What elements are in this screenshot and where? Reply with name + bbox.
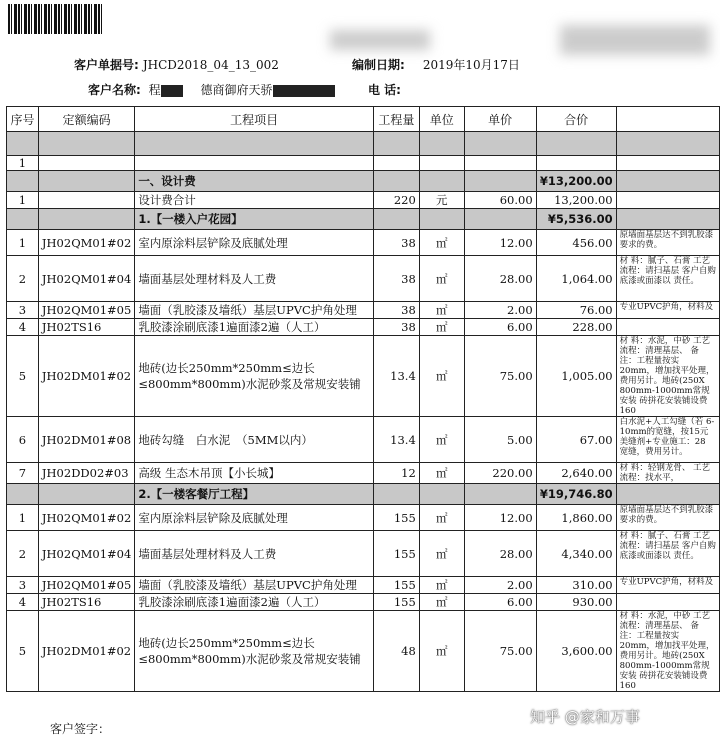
quota-code: JH02DM01#02 <box>38 336 134 417</box>
table-row <box>7 256 720 302</box>
section-row <box>7 171 720 192</box>
phone: 电 话: <box>368 83 401 97</box>
quantity: 13.4 <box>374 417 420 463</box>
item-name: 墙面基层处理材料及人工费 <box>135 256 374 302</box>
quota-code: JH02TS16 <box>38 319 134 336</box>
order-number: 客户单据号: JHCD2018_04_13_002 <box>74 58 279 72</box>
item-note: 材 料：水泥，中砂 工艺流程：清理基层、 备 注：工程量按实 20mm，增加找平处理， 费用另计。地砖(250X 800mm-1000mm常规安装 砖拼花安装铺设费160 <box>616 336 719 417</box>
cell <box>7 209 39 230</box>
col-header: 定额编码 <box>38 107 134 132</box>
quantity: 155 <box>374 594 420 611</box>
quota-code: JH02QM01#05 <box>38 577 134 594</box>
quota-code: JH02DD02#03 <box>38 463 134 484</box>
unit: ㎡ <box>419 505 464 531</box>
customer-name: 客户名称: 程 德商御府天骄 <box>88 81 335 98</box>
item-name: 地砖(边长250mm*250mm≤边长≤800mm*800mm)水泥砂浆及常规安装铺 <box>135 336 374 417</box>
item-note: 原墙面基层达不到乳胶漆要求的费。 <box>616 230 719 256</box>
unit: ㎡ <box>419 230 464 256</box>
cell <box>464 171 536 192</box>
line-total: 4,340.00 <box>536 531 616 577</box>
section-total: ¥5,536.00 <box>536 209 616 230</box>
item-note: 白水泥+人工勾缝（若 6-10mm的宽缝，按15元 美缝剂+专业施工：28 宽缝，费用另计。 <box>616 417 719 463</box>
item-note: 专业UPVC护角，材料及 <box>616 302 719 319</box>
item-name: 室内原涂料层铲除及底腻处理 <box>135 230 374 256</box>
cell <box>464 209 536 230</box>
quantity: 38 <box>374 319 420 336</box>
unit: ㎡ <box>419 256 464 302</box>
unit: ㎡ <box>419 611 464 692</box>
table-row <box>7 611 720 692</box>
quota-code: JH02QM01#04 <box>38 256 134 302</box>
item-name: 墙面（乳胶漆及墙纸）基层UPVC护角处理 <box>135 302 374 319</box>
item-name: 墙面基层处理材料及人工费 <box>135 531 374 577</box>
barcode <box>8 4 104 34</box>
table-row <box>7 319 720 336</box>
section-title: 2.【一楼客餐厅工程】 <box>135 484 374 505</box>
cell <box>419 171 464 192</box>
quantity: 155 <box>374 531 420 577</box>
cell <box>38 209 134 230</box>
row-number: 3 <box>7 577 39 594</box>
unit: ㎡ <box>419 577 464 594</box>
unit-price: 60.00 <box>464 192 536 209</box>
quantity: 155 <box>374 577 420 594</box>
row-number: 7 <box>7 463 39 484</box>
cell <box>419 209 464 230</box>
unit-price: 12.00 <box>464 505 536 531</box>
unit-price: 6.00 <box>464 594 536 611</box>
item-name: 地砖(边长250mm*250mm≤边长≤800mm*800mm)水泥砂浆及常规安装铺 <box>135 611 374 692</box>
unit-price <box>464 156 536 171</box>
col-header: 工程量 <box>374 107 420 132</box>
item-name: 设计费合计 <box>135 192 374 209</box>
unit-price: 5.00 <box>464 417 536 463</box>
item-name: 乳胶漆涂刷底漆1遍面漆2遍（人工） <box>135 594 374 611</box>
quantity: 12 <box>374 463 420 484</box>
quantity: 220 <box>374 192 420 209</box>
item-name <box>135 156 374 171</box>
redaction-blur <box>560 25 710 55</box>
quota-code: JH02TS16 <box>38 594 134 611</box>
item-name: 室内原涂料层铲除及底腻处理 <box>135 505 374 531</box>
spacer-cell <box>374 132 420 156</box>
item-note: 原墙面基层达不到乳胶漆要求的费。 <box>616 505 719 531</box>
cell <box>616 484 719 505</box>
table-row <box>7 156 720 171</box>
quantity: 155 <box>374 505 420 531</box>
quantity: 48 <box>374 611 420 692</box>
compile-date: 编制日期: 2019年10月17日 <box>352 58 520 72</box>
col-header: 单位 <box>419 107 464 132</box>
line-total: 456.00 <box>536 230 616 256</box>
table-row <box>7 577 720 594</box>
quantity: 38 <box>374 230 420 256</box>
row-number: 4 <box>7 319 39 336</box>
item-name: 墙面（乳胶漆及墙纸）基层UPVC护角处理 <box>135 577 374 594</box>
unit-price: 2.00 <box>464 302 536 319</box>
unit-price: 28.00 <box>464 531 536 577</box>
row-number: 1 <box>7 192 39 209</box>
item-note: 专业UPVC护角，材料及 <box>616 577 719 594</box>
row-number: 5 <box>7 611 39 692</box>
quota-code: JH02QM01#02 <box>38 505 134 531</box>
quota-code <box>38 156 134 171</box>
unit: ㎡ <box>419 594 464 611</box>
table-row <box>7 230 720 256</box>
signature-label: 客户签字： <box>50 722 111 736</box>
quantity: 38 <box>374 256 420 302</box>
watermark: 知乎 @家和万事 <box>530 708 640 726</box>
quota-code: JH02QM01#05 <box>38 302 134 319</box>
col-header: 单价 <box>464 107 536 132</box>
cell <box>374 171 420 192</box>
line-total: 2,640.00 <box>536 463 616 484</box>
row-number: 3 <box>7 302 39 319</box>
line-total <box>536 156 616 171</box>
table-row <box>7 417 720 463</box>
spacer-row <box>7 132 720 156</box>
cell <box>38 171 134 192</box>
item-note <box>616 192 719 209</box>
unit-price: 28.00 <box>464 256 536 302</box>
cell <box>616 209 719 230</box>
cell <box>374 484 420 505</box>
line-total: 13,200.00 <box>536 192 616 209</box>
unit-price: 2.00 <box>464 577 536 594</box>
table-row <box>7 594 720 611</box>
section-row <box>7 209 720 230</box>
unit-price: 12.00 <box>464 230 536 256</box>
row-number: 2 <box>7 531 39 577</box>
quota-code: JH02DM01#08 <box>38 417 134 463</box>
section-title: 一、设计费 <box>135 171 374 192</box>
redaction-blur <box>330 30 430 50</box>
section-row <box>7 484 720 505</box>
item-name: 高级 生态木吊顶【小长城】 <box>135 463 374 484</box>
row-number: 1 <box>7 230 39 256</box>
line-total: 3,600.00 <box>536 611 616 692</box>
row-number: 6 <box>7 417 39 463</box>
item-note: 材 料：轻钢龙骨、 工艺流程：找水平， <box>616 463 719 484</box>
quota-code: JH02QM01#04 <box>38 531 134 577</box>
row-number: 1 <box>7 156 39 171</box>
row-number: 2 <box>7 256 39 302</box>
item-note <box>616 594 719 611</box>
col-header: 合价 <box>536 107 616 132</box>
unit: 元 <box>419 192 464 209</box>
line-total: 1,860.00 <box>536 505 616 531</box>
quota-code <box>38 192 134 209</box>
unit: ㎡ <box>419 336 464 417</box>
cell <box>7 171 39 192</box>
col-header-blank <box>616 107 719 132</box>
item-name: 地砖勾缝 白水泥 （5MM以内） <box>135 417 374 463</box>
quota-code: JH02DM01#02 <box>38 611 134 692</box>
quote-table <box>6 106 720 692</box>
item-note <box>616 156 719 171</box>
table-row <box>7 192 720 209</box>
unit-price: 75.00 <box>464 336 536 417</box>
redaction <box>161 85 183 97</box>
line-total: 310.00 <box>536 577 616 594</box>
table-row <box>7 505 720 531</box>
line-total: 1,064.00 <box>536 256 616 302</box>
col-header: 序号 <box>7 107 39 132</box>
spacer-cell <box>135 132 374 156</box>
cell <box>464 484 536 505</box>
unit: ㎡ <box>419 302 464 319</box>
quota-code: JH02QM01#02 <box>38 230 134 256</box>
line-total: 1,005.00 <box>536 336 616 417</box>
item-note: 材 料：腻子、石膏 工艺流程：请扫基层 客户自购底漆或面漆以 责任。 <box>616 531 719 577</box>
unit-price: 220.00 <box>464 463 536 484</box>
unit: ㎡ <box>419 417 464 463</box>
item-name: 乳胶漆涂刷底漆1遍面漆2遍（人工） <box>135 319 374 336</box>
line-total: 67.00 <box>536 417 616 463</box>
unit <box>419 156 464 171</box>
spacer-cell <box>7 132 39 156</box>
cell <box>38 484 134 505</box>
item-note <box>616 319 719 336</box>
spacer-cell <box>536 132 616 156</box>
item-note: 材 料：腻子、石膏 工艺流程：请扫基层 客户自购底漆或面漆以 责任。 <box>616 256 719 302</box>
row-number: 1 <box>7 505 39 531</box>
section-title: 1.【一楼入户花园】 <box>135 209 374 230</box>
unit: ㎡ <box>419 463 464 484</box>
redaction <box>273 85 335 97</box>
cell <box>419 484 464 505</box>
table-row <box>7 336 720 417</box>
unit: ㎡ <box>419 531 464 577</box>
col-header: 工程项目 <box>135 107 374 132</box>
section-total: ¥13,200.00 <box>536 171 616 192</box>
table-row <box>7 531 720 577</box>
cell <box>616 171 719 192</box>
spacer-cell <box>419 132 464 156</box>
spacer-cell <box>464 132 536 156</box>
line-total: 228.00 <box>536 319 616 336</box>
table-row <box>7 463 720 484</box>
cell <box>7 484 39 505</box>
section-total: ¥19,746.80 <box>536 484 616 505</box>
quantity: 38 <box>374 302 420 319</box>
unit-price: 75.00 <box>464 611 536 692</box>
line-total: 76.00 <box>536 302 616 319</box>
spacer-cell <box>38 132 134 156</box>
row-number: 4 <box>7 594 39 611</box>
table-header <box>7 107 720 132</box>
quantity <box>374 156 420 171</box>
unit-price: 6.00 <box>464 319 536 336</box>
row-number: 5 <box>7 336 39 417</box>
line-total: 930.00 <box>536 594 616 611</box>
spacer-cell <box>616 132 719 156</box>
quantity: 13.4 <box>374 336 420 417</box>
table-row <box>7 302 720 319</box>
item-note: 材 料：水泥，中砂 工艺流程：清理基层、 备 注：工程量按实 20mm，增加找平处理， 费用另计。地砖(250X 800mm-1000mm常规安装 砖拼花安装铺设费160 <box>616 611 719 692</box>
unit: ㎡ <box>419 319 464 336</box>
cell <box>374 209 420 230</box>
